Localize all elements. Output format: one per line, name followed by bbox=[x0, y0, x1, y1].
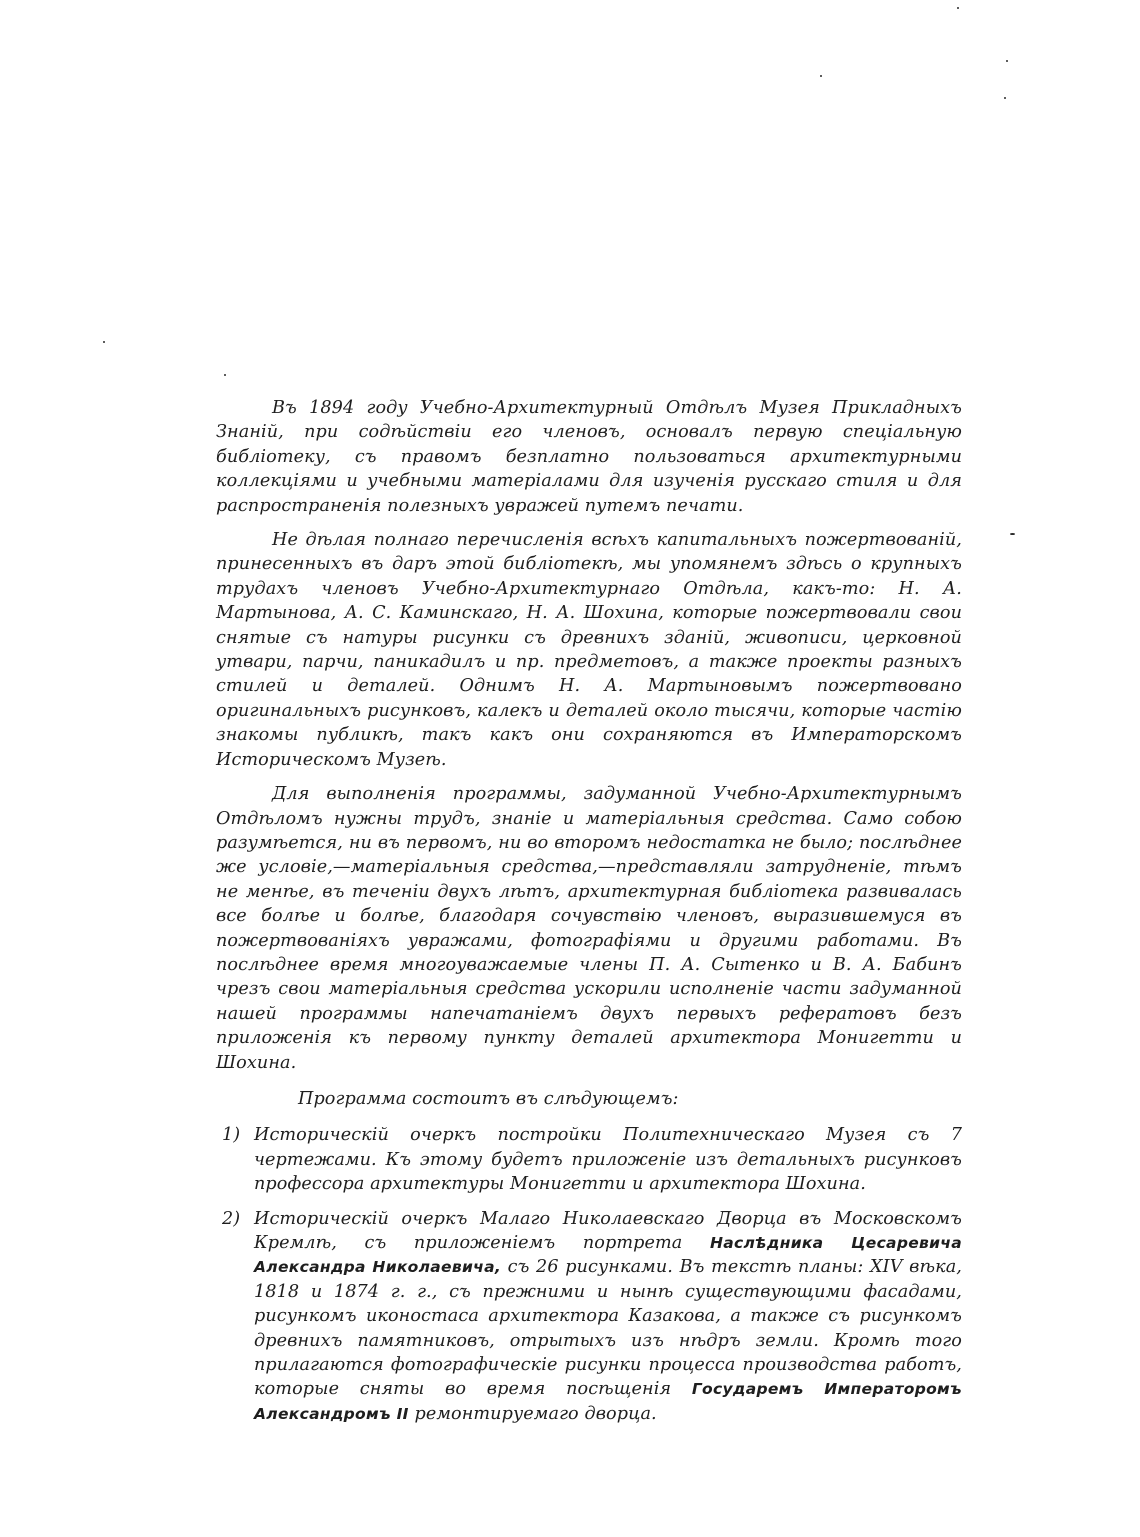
list-item-nicholas-palace bbox=[216, 1207, 962, 1427]
list-item-text: ремонтируемаго дворца. bbox=[414, 1403, 657, 1424]
scan-speck bbox=[1006, 60, 1008, 62]
list-item-polytechnic-museum bbox=[216, 1123, 962, 1196]
paragraph-donations: Не дѣлая полнаго перечисленія всѣхъ капитальныхъ пожертвованій, принесенныхъ въ даръ этой библіотекѣ, мы упомянемъ здѣсь о крупныхъ трудахъ членовъ Учебно-Архитектурнаго Отдѣла, какъ-то: Н. А. Мартынова, А. С. Каминскаго, Н. А. Шохина, которые пожертвовали свои снятые съ натуры рисунки съ древнихъ зданій, живописи, церковной утвари, парчи, паникадилъ и пр. предметовъ, а также проекты разныхъ стилей и деталей. Однимъ Н. А. Мартыновымъ пожертвовано оригинальныхъ рисунковъ, калекъ и деталей около тысячи, которые частію знакомы публикѣ, такъ какъ они сохраняются въ Императорскомъ Историческомъ Музеѣ. bbox=[216, 530, 962, 770]
program-intro: Программа состоитъ въ слѣдующемъ: bbox=[298, 1088, 679, 1109]
scan-speck bbox=[103, 341, 105, 343]
scan-speck bbox=[957, 7, 959, 9]
paragraph-program-funding: Для выполненія программы, задуманной Учебно-Архитектурнымъ Отдѣломъ нужны трудъ, знаніе и матеріальныя средства. Само собою разумѣется, ни въ первомъ, ни во второмъ недостатка не было; послѣднее же условіе,—матеріальныя средства,—представляли затрудненіе, тѣмъ не менѣе, въ теченіи двухъ лѣтъ, архитектурная библіотека развивалась все болѣе и болѣе, благодаря сочувствію членовъ, выразившемуся въ пожертвованіяхъ увражами, фотографіями и другими работами. Въ послѣднее время многоуважаемые члены П. А. Сытенко и В. А. Бабинъ чрезъ свои матеріальныя средства ускорили исполненіе части задуманной нашей программы напечатаніемъ двухъ первыхъ рефератовъ безъ приложенія къ первому пункту деталей архитектора Монигетти и Шохина. bbox=[216, 784, 962, 1073]
scan-speck bbox=[1004, 97, 1006, 99]
list-item-text: Историческій очеркъ постройки Политехническаго Музея съ 7 чертежами. Къ этому будетъ приложеніе изъ детальныхъ рисунковъ профессора архитектуры Монигетти и архитектора Шохина. bbox=[254, 1125, 962, 1195]
paragraph-library-founding: Въ 1894 году Учебно-Архитектурный Отдѣлъ Музея Прикладныхъ Знаній, при содѣйствіи его членовъ, основалъ первую спеціальную библіотеку, съ правомъ безплатно пользоваться архитектурными коллекціями и учебными матеріалами для изученія русскаго стиля и для распространенія полезныхъ увражей путемъ печати. bbox=[216, 398, 962, 516]
list-item-number: 2) bbox=[222, 1208, 241, 1229]
emperor-name: Государемъ Императоромъ Александромъ II bbox=[254, 1380, 962, 1423]
document-body bbox=[216, 396, 962, 1436]
list-item-text: съ 26 рисунками. Въ текстѣ планы: XIV вѣка, 1818 и 1874 г. г., съ прежними и нынѣ существующими фасадами, рисункомъ иконостаса архитектора Казакова, а также съ рисункомъ древнихъ памятниковъ, отрытыхъ изъ нѣдръ земли. Кромѣ того прилагаются фотографическіе рисунки процесса производства работъ, которые сняты во время посѣщенія bbox=[254, 1257, 962, 1400]
heir-name: Наслѣдника Цесаревича Александра Николаевича, bbox=[254, 1234, 962, 1277]
scan-speck bbox=[1010, 533, 1015, 535]
scan-speck bbox=[820, 75, 822, 77]
list-item-number: 1) bbox=[222, 1125, 241, 1146]
list-item-text: Историческій очеркъ Малаго Николаевскаго Дворца въ Московскомъ Кремлѣ, съ приложеніемъ портрета bbox=[254, 1208, 962, 1253]
scan-speck bbox=[224, 374, 226, 376]
